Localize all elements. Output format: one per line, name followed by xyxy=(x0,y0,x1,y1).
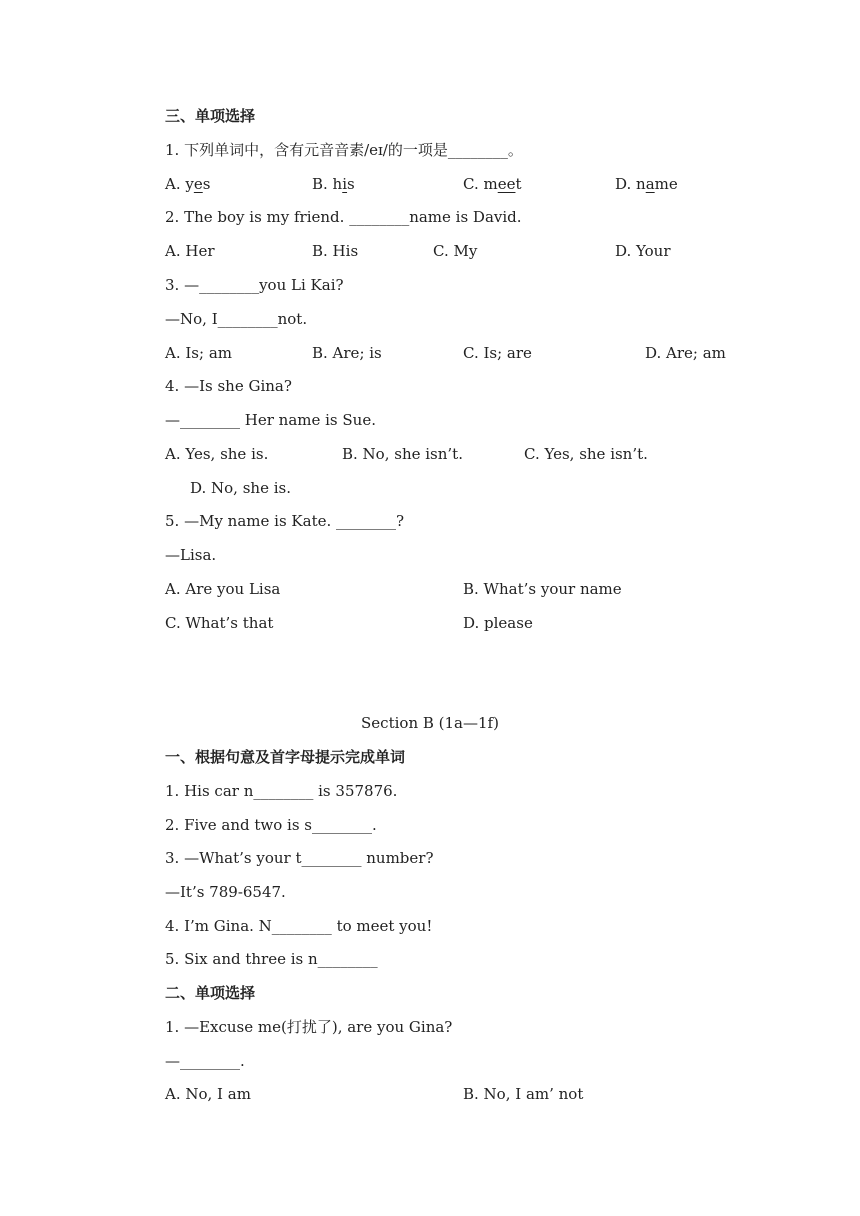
option-d: D. name xyxy=(615,175,678,193)
option-b: B. No, I am’ not xyxy=(463,1085,584,1103)
question-stem: 5. —My name is Kate. ________? xyxy=(165,512,405,530)
fill-item: 4. I’m Gina. N________ to meet you! xyxy=(165,917,433,935)
option-d: D. No, she is. xyxy=(190,479,291,497)
option-d: D. Your xyxy=(615,242,671,260)
option-b: B. Are; is xyxy=(312,344,382,362)
option-b: B. No, she isn’t. xyxy=(342,445,463,463)
question-reply: —No, I________not. xyxy=(165,310,308,328)
section-heading: 三、单项选择 xyxy=(165,107,256,125)
fill-item: 3. —What’s your t________ number? xyxy=(165,849,434,867)
question-reply: —Lisa. xyxy=(165,546,217,564)
option-a: A. Yes, she is. xyxy=(165,445,269,463)
option-d: D. Are; am xyxy=(645,344,726,362)
section-heading: 二、单项选择 xyxy=(165,984,256,1002)
option-b: B. his xyxy=(312,175,355,193)
question-stem: 1. —Excuse me(打扰了), are you Gina? xyxy=(165,1018,453,1036)
option-c: C. Yes, she isn’t. xyxy=(524,445,648,463)
option-b: B. His xyxy=(312,242,359,260)
option-a: A. yes xyxy=(165,175,211,193)
fill-item: 1. His car n________ is 357876. xyxy=(165,782,398,800)
option-d: D. please xyxy=(463,614,533,632)
question-stem: 2. The boy is my friend. ________name is David. xyxy=(165,208,522,226)
question-reply: —________ Her name is Sue. xyxy=(165,411,376,429)
option-a: A. Is; am xyxy=(165,344,232,362)
question-stem: 1. 下列单词中，含有元音音素/eɪ/的一项是________。 xyxy=(165,141,523,159)
option-a: A. No, I am xyxy=(165,1085,251,1103)
section-title: Section B (1a—1f) xyxy=(361,714,499,732)
section-heading: 一、根据句意及首字母提示完成单词 xyxy=(165,748,406,766)
question-reply: —________. xyxy=(165,1052,245,1070)
option-c: C. Is; are xyxy=(463,344,532,362)
fill-item-reply: —It’s 789-6547. xyxy=(165,883,286,901)
option-b: B. What’s your name xyxy=(463,580,622,598)
fill-item: 5. Six and three is n________ xyxy=(165,950,378,968)
option-a: A. Are you Lisa xyxy=(165,580,281,598)
option-c: C. What’s that xyxy=(165,614,274,632)
question-stem: 3. —________you Li Kai? xyxy=(165,276,344,294)
option-a: A. Her xyxy=(165,242,215,260)
option-c: C. meet xyxy=(463,175,522,193)
option-c: C. My xyxy=(433,242,478,260)
question-stem: 4. —Is she Gina? xyxy=(165,377,292,395)
fill-item: 2. Five and two is s________. xyxy=(165,816,377,834)
